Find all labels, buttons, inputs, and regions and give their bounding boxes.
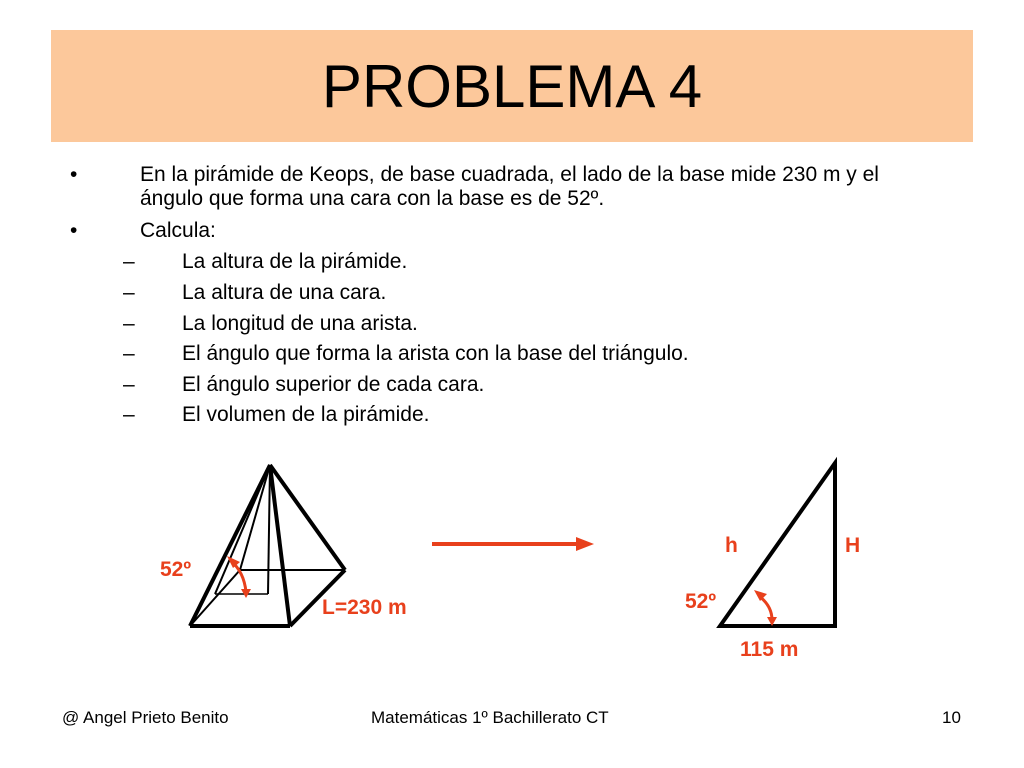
triangle-face-height-label: h <box>725 534 738 557</box>
footer-author: @ Angel Prieto Benito <box>62 708 229 727</box>
pyramid-angle-label: 52º <box>160 558 192 581</box>
pyramid-height <box>268 465 270 594</box>
triangle-angle-arrowhead-top <box>754 590 767 601</box>
transition-arrow-head <box>576 537 594 551</box>
bullet-marker: • <box>70 219 78 242</box>
pyramid-edge <box>190 465 270 626</box>
triangle-height-label: H <box>845 534 861 557</box>
triangle-angle-label: 52º <box>685 590 717 613</box>
subitem-marker: – <box>123 281 135 304</box>
subitem-marker: – <box>123 373 135 396</box>
subitem-altura-cara: La altura de una cara. <box>182 281 387 304</box>
subitem-altura-piramide: La altura de la pirámide. <box>182 250 408 273</box>
subitem-angulo-superior: El ángulo superior de cada cara. <box>182 373 485 396</box>
subitem-marker: – <box>123 312 135 335</box>
bullet-problem-statement: En la pirámide de Keops, de base cuadrada, el lado de la base mide 230 m y el ángulo que forma una cara con la base es de 52º. <box>140 163 879 210</box>
subitem-longitud-arista: La longitud de una arista. <box>182 312 418 335</box>
slide-title: PROBLEMA 4 <box>321 53 703 120</box>
triangle-base-label: 115 m <box>740 638 799 661</box>
subitem-marker: – <box>123 403 135 426</box>
footer-course: Matemáticas 1º Bachillerato CT <box>371 708 609 727</box>
pyramid-side-label: L=230 m <box>322 596 407 619</box>
subitem-volumen: El volumen de la pirámide. <box>182 403 430 426</box>
subitem-marker: – <box>123 250 135 273</box>
footer-page-number: 10 <box>942 708 961 727</box>
subitem-angulo-arista: El ángulo que forma la arista con la base del triángulo. <box>182 342 689 365</box>
bullet-calcula: Calcula: <box>140 219 216 242</box>
bullet-marker: • <box>70 163 78 186</box>
subitem-marker: – <box>123 342 135 365</box>
